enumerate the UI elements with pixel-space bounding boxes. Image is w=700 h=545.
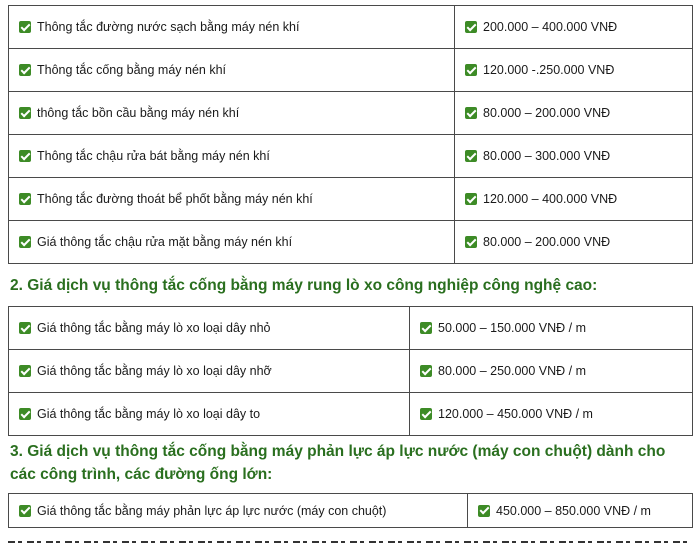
check-icon bbox=[19, 193, 31, 205]
check-icon bbox=[465, 107, 477, 119]
service-cell bbox=[9, 6, 455, 49]
service-label: Thông tắc đường thoát bể phốt bằng máy nén khí bbox=[37, 192, 313, 206]
service-label: Thông tắc đường nước sạch bằng máy nén khí bbox=[37, 20, 300, 34]
price-label: 120.000 – 400.000 VNĐ bbox=[483, 192, 618, 206]
price-cell bbox=[455, 221, 693, 264]
service-label: Giá thông tắc bằng máy lò xo loại dây to bbox=[37, 407, 261, 421]
service-label: Thông tắc cống bằng máy nén khí bbox=[37, 63, 227, 77]
price-label: 120.000 -.250.000 VNĐ bbox=[483, 63, 615, 77]
service-label: thông tắc bồn cầu bằng máy nén khí bbox=[37, 106, 240, 120]
service-cell bbox=[9, 494, 468, 528]
price-cell bbox=[468, 494, 693, 528]
price-label: 450.000 – 850.000 VNĐ / m bbox=[496, 503, 651, 518]
check-icon bbox=[19, 64, 31, 76]
service-cell bbox=[9, 49, 455, 92]
price-label: 200.000 – 400.000 VNĐ bbox=[483, 20, 618, 34]
service-label: Giá thông tắc bằng máy phản lực áp lực nước (máy con chuột) bbox=[37, 503, 387, 518]
table-row bbox=[9, 178, 693, 221]
service-cell bbox=[9, 393, 410, 436]
service-cell bbox=[9, 221, 455, 264]
table-row bbox=[9, 393, 693, 436]
service-cell bbox=[9, 350, 410, 393]
service-label: Thông tắc chậu rửa bát bằng máy nén khí bbox=[37, 149, 270, 163]
check-icon bbox=[19, 150, 31, 162]
table-row bbox=[9, 494, 693, 528]
check-icon bbox=[420, 408, 432, 420]
price-label: 80.000 – 300.000 VNĐ bbox=[483, 149, 611, 163]
check-icon bbox=[465, 236, 477, 248]
price-cell bbox=[455, 6, 693, 49]
price-cell bbox=[455, 178, 693, 221]
price-label: 80.000 – 200.000 VNĐ bbox=[483, 235, 611, 249]
check-icon bbox=[19, 505, 31, 517]
price-label: 50.000 – 150.000 VNĐ / m bbox=[438, 321, 587, 335]
check-icon bbox=[19, 408, 31, 420]
service-cell bbox=[9, 178, 455, 221]
section-heading: 2. Giá dịch vụ thông tắc cống bằng máy rung lò xo công nghiệp công nghệ cao: bbox=[10, 277, 598, 294]
check-icon bbox=[478, 505, 490, 517]
check-icon bbox=[465, 21, 477, 33]
price-table-water-jet bbox=[8, 493, 693, 528]
service-label: Giá thông tắc bằng máy lò xo loại dây nhỡ bbox=[37, 364, 272, 378]
table-row bbox=[9, 307, 693, 350]
check-icon bbox=[420, 365, 432, 377]
price-table-air-compressor bbox=[8, 5, 693, 264]
check-icon bbox=[465, 150, 477, 162]
price-table-spring-machine bbox=[8, 306, 693, 436]
check-icon bbox=[19, 107, 31, 119]
table-row bbox=[9, 135, 693, 178]
table-row bbox=[9, 350, 693, 393]
price-cell bbox=[455, 135, 693, 178]
service-cell bbox=[9, 92, 455, 135]
table-row bbox=[9, 221, 693, 264]
price-label: 120.000 – 450.000 VNĐ / m bbox=[438, 407, 593, 421]
check-icon bbox=[19, 322, 31, 334]
price-cell bbox=[455, 92, 693, 135]
service-label: Giá thông tắc bằng máy lò xo loại dây nhỏ bbox=[37, 321, 271, 335]
check-icon bbox=[19, 236, 31, 248]
section-heading: 3. Giá dịch vụ thông tắc cống bằng máy phản lực áp lực nước (máy con chuột) dành cho các công trình, các đường ống lớn: bbox=[10, 443, 666, 483]
price-cell bbox=[410, 393, 693, 436]
check-icon bbox=[420, 322, 432, 334]
check-icon bbox=[19, 365, 31, 377]
table-row bbox=[9, 49, 693, 92]
cropped-text-line bbox=[8, 538, 692, 545]
check-icon bbox=[19, 21, 31, 33]
table-row bbox=[9, 92, 693, 135]
price-label: 80.000 – 250.000 VNĐ / m bbox=[438, 364, 587, 378]
service-cell bbox=[9, 307, 410, 350]
service-cell bbox=[9, 135, 455, 178]
table-row bbox=[9, 6, 693, 49]
price-cell bbox=[410, 307, 693, 350]
price-cell bbox=[455, 49, 693, 92]
check-icon bbox=[465, 193, 477, 205]
price-label: 80.000 – 200.000 VNĐ bbox=[483, 106, 611, 120]
service-label: Giá thông tắc chậu rửa mặt bằng máy nén khí bbox=[37, 235, 293, 249]
price-cell bbox=[410, 350, 693, 393]
check-icon bbox=[465, 64, 477, 76]
